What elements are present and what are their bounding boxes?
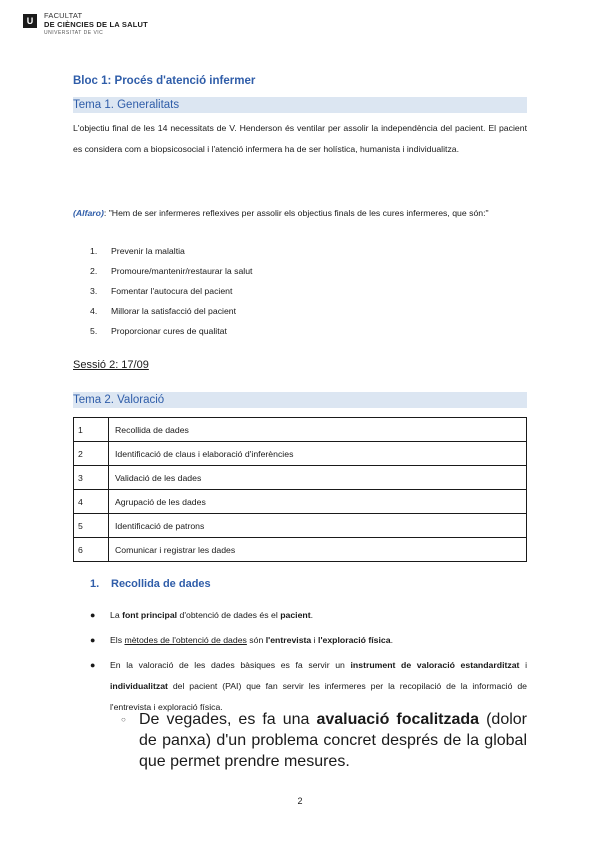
bloc-title: Bloc 1: Procés d'atenció infermer: [73, 75, 256, 87]
list-item: ● Els mètodes de l'obtenció de dades són l'entrevista i l'exploració física.: [90, 630, 527, 651]
tema1-paragraph: L'objectiu final de les 14 necessitats de V. Henderson és ventilar per assolir la independència del pacient. El pacient es considera com a biopsicosocial i l'atenció infermera ha de ser holística, humanista i individualitza.: [73, 123, 527, 154]
list-item: 3. Fomentar l'autocura del pacient: [90, 286, 233, 296]
table-row: 4 Agrupació de les dades: [74, 490, 527, 514]
valoracio-table: [73, 417, 527, 562]
faculty-line-1: FACULTAT: [44, 11, 83, 20]
list-item: 1. Prevenir la malaltia: [90, 246, 185, 256]
bullet-icon: ●: [90, 635, 96, 645]
session-heading: Sessió 2: 17/09: [73, 359, 149, 371]
list-item: 5. Proporcionar cures de qualitat: [90, 326, 227, 336]
list-item: ● En la valoració de les dades bàsiques es fa servir un instrument de valoració estandarditzat i individualitzat del pacient (PAI) que fan servir les infermeres per la recopilació de la informació de l'entrevista i exploració física.: [90, 655, 527, 718]
table-row: 6 Comunicar i registrar les dades: [74, 538, 527, 562]
table-row: 2 Identificació de claus i elaboració d'inferències: [74, 442, 527, 466]
circle-bullet-icon: ○: [121, 715, 126, 724]
sub-bullet: ○ De vegades, es fa una avaluació focalitzada (dolor de panxa) d'un problema concret després de la global que permet prendre mesures.: [121, 711, 528, 770]
faculty-header: [23, 11, 148, 38]
section-heading: 1. Recollida de dades: [90, 578, 211, 590]
quote-text: : "Hem de ser infermeres reflexives per assolir els objectius finals de les cures infermeres, que són:": [103, 208, 489, 218]
alfaro-quote: [73, 203, 527, 224]
faculty-line-3: UNIVERSITAT DE VIC: [44, 30, 104, 36]
quote-author: (Alfaro): [73, 208, 104, 218]
tema1-heading: Tema 1. Generalitats: [73, 97, 527, 113]
faculty-line-2: DE CIÈNCIES DE LA SALUT: [44, 20, 148, 29]
university-logo: U: [23, 14, 37, 28]
list-item: ● La font principal d'obtenció de dades és el pacient.: [90, 605, 527, 626]
list-item: 4. Millorar la satisfacció del pacient: [90, 306, 237, 316]
bullet-icon: ●: [90, 660, 96, 670]
table-row: 3 Validació de les dades: [74, 466, 527, 490]
page-number: 2: [297, 796, 303, 806]
tema2-heading: Tema 2. Valoració: [73, 392, 527, 408]
table-row: 1 Recollida de dades: [74, 418, 527, 442]
objectives-list: [90, 241, 252, 341]
bullet-icon: ●: [90, 610, 96, 620]
faculty-name: [44, 11, 148, 38]
list-item: 2. Promoure/mantenir/restaurar la salut: [90, 266, 253, 276]
table-row: 5 Identificació de patrons: [74, 514, 527, 538]
bullet-list: [90, 605, 527, 722]
